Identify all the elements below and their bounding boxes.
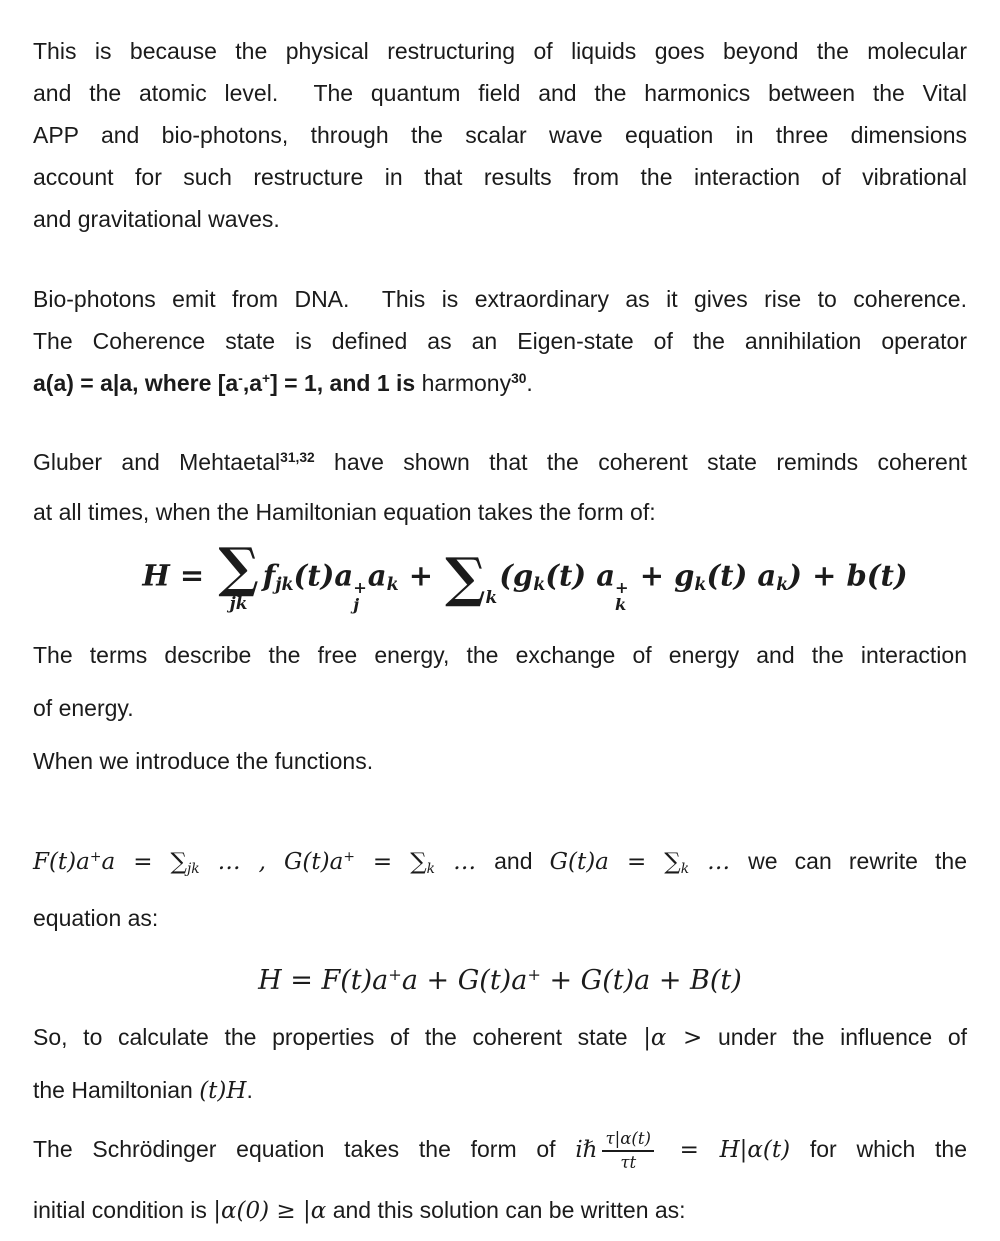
text-run: + g — [629, 558, 695, 593]
text-run: = H|α(t) — [658, 1136, 791, 1163]
text-run: initial condition is — [33, 1196, 214, 1223]
text-run: (g — [499, 558, 534, 593]
text-run: Gluber and Mehtaetal — [33, 449, 281, 475]
text-line — [33, 437, 967, 487]
text-line — [33, 890, 967, 946]
text-run: and — [494, 847, 550, 874]
text-line — [33, 487, 967, 537]
text-run: harmony — [421, 370, 512, 396]
text-line — [33, 30, 967, 72]
text-run: APP and bio-photons, through the scalar wave equation in three dimensions — [33, 122, 967, 148]
text-run: ,a — [242, 370, 263, 396]
text-run: … — [435, 848, 495, 875]
text-run: ) + b(t) — [788, 558, 908, 593]
text-run: H = F(t)a — [258, 964, 389, 996]
text-run: |α > — [643, 1024, 703, 1051]
text-line — [33, 198, 967, 240]
superscript: + — [262, 371, 271, 387]
text-run: Bio-photons emit from DNA. This is extraordinary as it gives rise to coherence. — [33, 286, 967, 312]
paragraph-introduce-functions — [33, 735, 967, 788]
text-line — [33, 1180, 967, 1241]
superscript: - — [238, 371, 243, 387]
text-run: ] = 1, and 1 is — [270, 370, 422, 396]
text-run: have shown that the coherent state reminds coherent — [314, 449, 967, 475]
text-line — [33, 682, 967, 735]
text-run: (t)a — [293, 558, 354, 593]
text-run: a = ∑ — [101, 848, 187, 875]
text-run: account for such restructure in that results from the interaction of vibrational — [33, 164, 967, 190]
superscript: 31,32 — [280, 450, 315, 466]
text-run: The Coherence state is defined as an Eigen-state of the annihilation operator — [33, 328, 967, 354]
subscript: k — [426, 860, 436, 877]
text-run: and gravitational waves. — [33, 206, 280, 232]
text-line — [33, 278, 967, 320]
text-run: . — [526, 370, 533, 396]
text-run: H = — [142, 558, 215, 593]
text-run: F(t)a — [33, 848, 90, 875]
text-run: a + G(t)a — [401, 964, 528, 996]
superscript: + — [388, 964, 402, 984]
text-line — [33, 72, 967, 114]
text-run: a(a) = a|a, where [a — [33, 370, 239, 396]
superscript: + — [527, 964, 541, 984]
text-run: iℏ — [575, 1136, 598, 1163]
paragraph-coherent-state — [33, 1011, 967, 1117]
text-run: The terms describe the free energy, the exchange of energy and the interaction — [33, 641, 967, 668]
subscript: k — [694, 575, 707, 596]
text-run: + — [398, 558, 444, 593]
subscript: jk — [275, 575, 294, 596]
text-run: f — [262, 558, 276, 593]
text-run: a — [367, 558, 387, 593]
text-run: we can rewrite the — [748, 847, 967, 874]
text-run: and the atomic level. The quantum field and the harmonics between the Vital — [33, 80, 967, 106]
text-line — [33, 362, 967, 404]
text-line — [33, 629, 967, 682]
paragraph-schrodinger — [33, 1119, 967, 1241]
text-line — [33, 1011, 967, 1064]
subscript: k — [386, 575, 399, 596]
text-run: and this solution can be written as: — [326, 1196, 686, 1223]
text-run: This is because the physical restructuring of liquids goes beyond the molecular — [33, 38, 967, 64]
text-run: … — [689, 848, 749, 875]
supsub-stack: + j — [353, 578, 367, 614]
text-line — [33, 320, 967, 362]
text-run: the Hamiltonian — [33, 1076, 200, 1103]
subscript: jk — [186, 860, 200, 877]
text-run: (t) a — [545, 558, 615, 593]
text-run: (t) a — [706, 558, 777, 593]
text-line — [33, 1064, 967, 1117]
text-run: (t)H — [199, 1077, 247, 1104]
text-run: |α(0) ≥ |α — [213, 1197, 327, 1224]
supsub-stack: + k — [615, 578, 629, 614]
subscript: k — [533, 575, 546, 596]
hamiltonian-equation — [33, 536, 967, 614]
paragraph-biophotons — [33, 278, 967, 404]
text-run: The Schrödinger equation takes the form of — [33, 1135, 576, 1162]
superscript: 30 — [511, 371, 527, 387]
paragraph-rewrite — [33, 833, 967, 946]
text-run: So, to calculate the properties of the coherent state — [33, 1023, 644, 1050]
text-run: under the influence of — [702, 1023, 968, 1050]
text-run: When we introduce the functions. — [33, 747, 374, 774]
text-line — [33, 156, 967, 198]
paragraph-energy-terms — [33, 629, 967, 735]
superscript: + — [89, 849, 102, 866]
rewritten-hamiltonian-equation — [33, 960, 967, 1001]
text-line — [33, 1119, 967, 1180]
superscript: + — [343, 849, 355, 866]
text-run: G(t)a — [284, 848, 344, 875]
text-run: of energy. — [33, 694, 134, 721]
text-run: = ∑ — [354, 848, 427, 875]
text-run: at all times, when the Hamiltonian equation takes the form of: — [33, 499, 656, 525]
fraction: $\frac{\tau|\alpha(t)}{\tau t}$ — [602, 1129, 653, 1173]
text-run: … , — [199, 848, 285, 875]
text-run: equation as: — [33, 904, 159, 931]
text-run: . — [246, 1076, 253, 1103]
paragraph-liquids — [33, 30, 967, 240]
text-run: + G(t)a + B(t) — [540, 964, 742, 996]
paragraph-gluber — [33, 437, 967, 537]
sum-operator: ∑ k — [445, 545, 498, 609]
subscript: k — [680, 860, 690, 877]
text-line — [33, 735, 967, 788]
text-run: G(t)a = ∑ — [549, 848, 681, 875]
text-line — [33, 833, 967, 890]
text-line — [33, 114, 967, 156]
sum-operator: ∑ jk — [218, 536, 259, 614]
subscript: k — [776, 575, 789, 596]
text-run: for which the — [790, 1135, 967, 1162]
